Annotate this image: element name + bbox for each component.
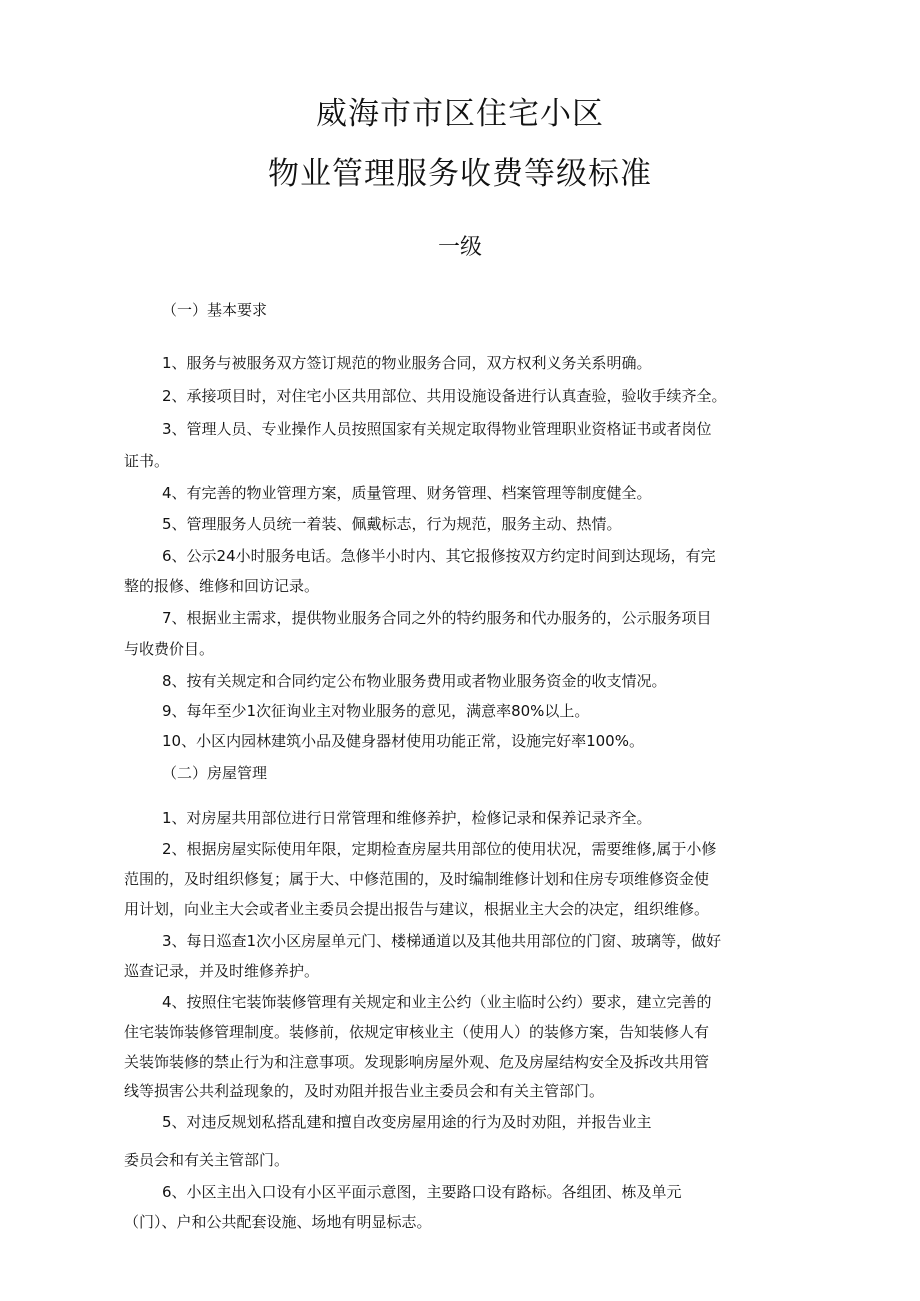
paragraph-line: 5、对违反规划私搭乱建和擅自改变房屋用途的行为及时劝阻，并报告业主 xyxy=(162,1113,652,1131)
paragraph-line: 巡查记录，并及时维修养护。 xyxy=(124,962,320,980)
paragraph-line: 3、管理人员、专业操作人员按照国家有关规定取得物业管理职业资格证书或者岗位 xyxy=(162,420,712,438)
paragraph-line: 线等损害公共利益现象的，及时劝阻并报告业主委员会和有关主管部门。 xyxy=(124,1082,605,1100)
document-title-line2: 物业管理服务收费等级标准 xyxy=(268,156,652,192)
paragraph-line: 6、小区主出入口设有小区平面示意图，主要路口设有路标。各组团、栋及单元 xyxy=(162,1183,682,1201)
paragraph-line: 2、根据房屋实际使用年限，定期检查房屋共用部位的使用状况，需要维修,属于小修 xyxy=(162,840,717,858)
section1-heading: （一）基本要求 xyxy=(162,301,268,319)
section2-heading: （二）房屋管理 xyxy=(162,764,268,782)
paragraph-line: 证书。 xyxy=(124,452,170,470)
paragraph-line: 7、根据业主需求，提供物业服务合同之外的特约服务和代办服务的，公示服务项目 xyxy=(162,609,712,627)
paragraph-line: 与收费价目。 xyxy=(124,640,215,658)
paragraph-line: 1、服务与被服务双方签订规范的物业服务合同，双方权利义务关系明确。 xyxy=(162,354,652,372)
paragraph-line: 4、有完善的物业管理方案，质量管理、财务管理、档案管理等制度健全。 xyxy=(162,484,652,502)
paragraph-line: 9、每年至少1次征询业主对物业服务的意见，满意率80%以上。 xyxy=(162,702,590,720)
paragraph-line: 范围的，及时组织修复；属于大、中修范围的，及时编制维修计划和住房专项维修资金使 xyxy=(124,870,710,888)
level-heading: 一级 xyxy=(437,235,482,260)
paragraph-line: 关装饰装修的禁止行为和注意事项。发现影响房屋外观、危及房屋结构安全及拆改共用管 xyxy=(124,1053,710,1071)
paragraph-line: 整的报修、维修和回访记录。 xyxy=(124,577,320,595)
paragraph-line: 委员会和有关主管部门。 xyxy=(124,1151,290,1169)
paragraph-line: （门）、户和公共配套设施、场地有明显标志。 xyxy=(124,1213,432,1231)
paragraph-line: 用计划，向业主大会或者业主委员会提出报告与建议，根据业主大会的决定，组织维修。 xyxy=(124,900,710,918)
paragraph-line: 10、小区内园林建筑小品及健身器材使用功能正常，设施完好率100%。 xyxy=(162,732,644,750)
paragraph-line: 2、承接项目时，对住宅小区共用部位、共用设施设备进行认真查验，验收手续齐全。 xyxy=(162,387,727,405)
paragraph-line: 5、管理服务人员统一着装、佩戴标志，行为规范，服务主动、热情。 xyxy=(162,515,622,533)
paragraph-line: 3、每日巡查1次小区房屋单元门、楼梯通道以及其他共用部位的门窗、玻璃等，做好 xyxy=(162,932,722,950)
paragraph-line: 1、对房屋共用部位进行日常管理和维修养护，检修记录和保养记录齐全。 xyxy=(162,809,652,827)
paragraph-line: 8、按有关规定和合同约定公布物业服务费用或者物业服务资金的收支情况。 xyxy=(162,672,667,690)
paragraph-line: 4、按照住宅装饰装修管理有关规定和业主公约（业主临时公约）要求，建立完善的 xyxy=(162,993,712,1011)
paragraph-line: 住宅装饰装修管理制度。装修前，依规定审核业主（使用人）的装修方案，告知装修人有 xyxy=(124,1023,710,1041)
document-title-line1: 威海市市区住宅小区 xyxy=(316,96,604,132)
paragraph-line: 6、公示24小时服务电话。急修半小时内、其它报修按双方约定时间到达现场，有完 xyxy=(162,547,716,565)
